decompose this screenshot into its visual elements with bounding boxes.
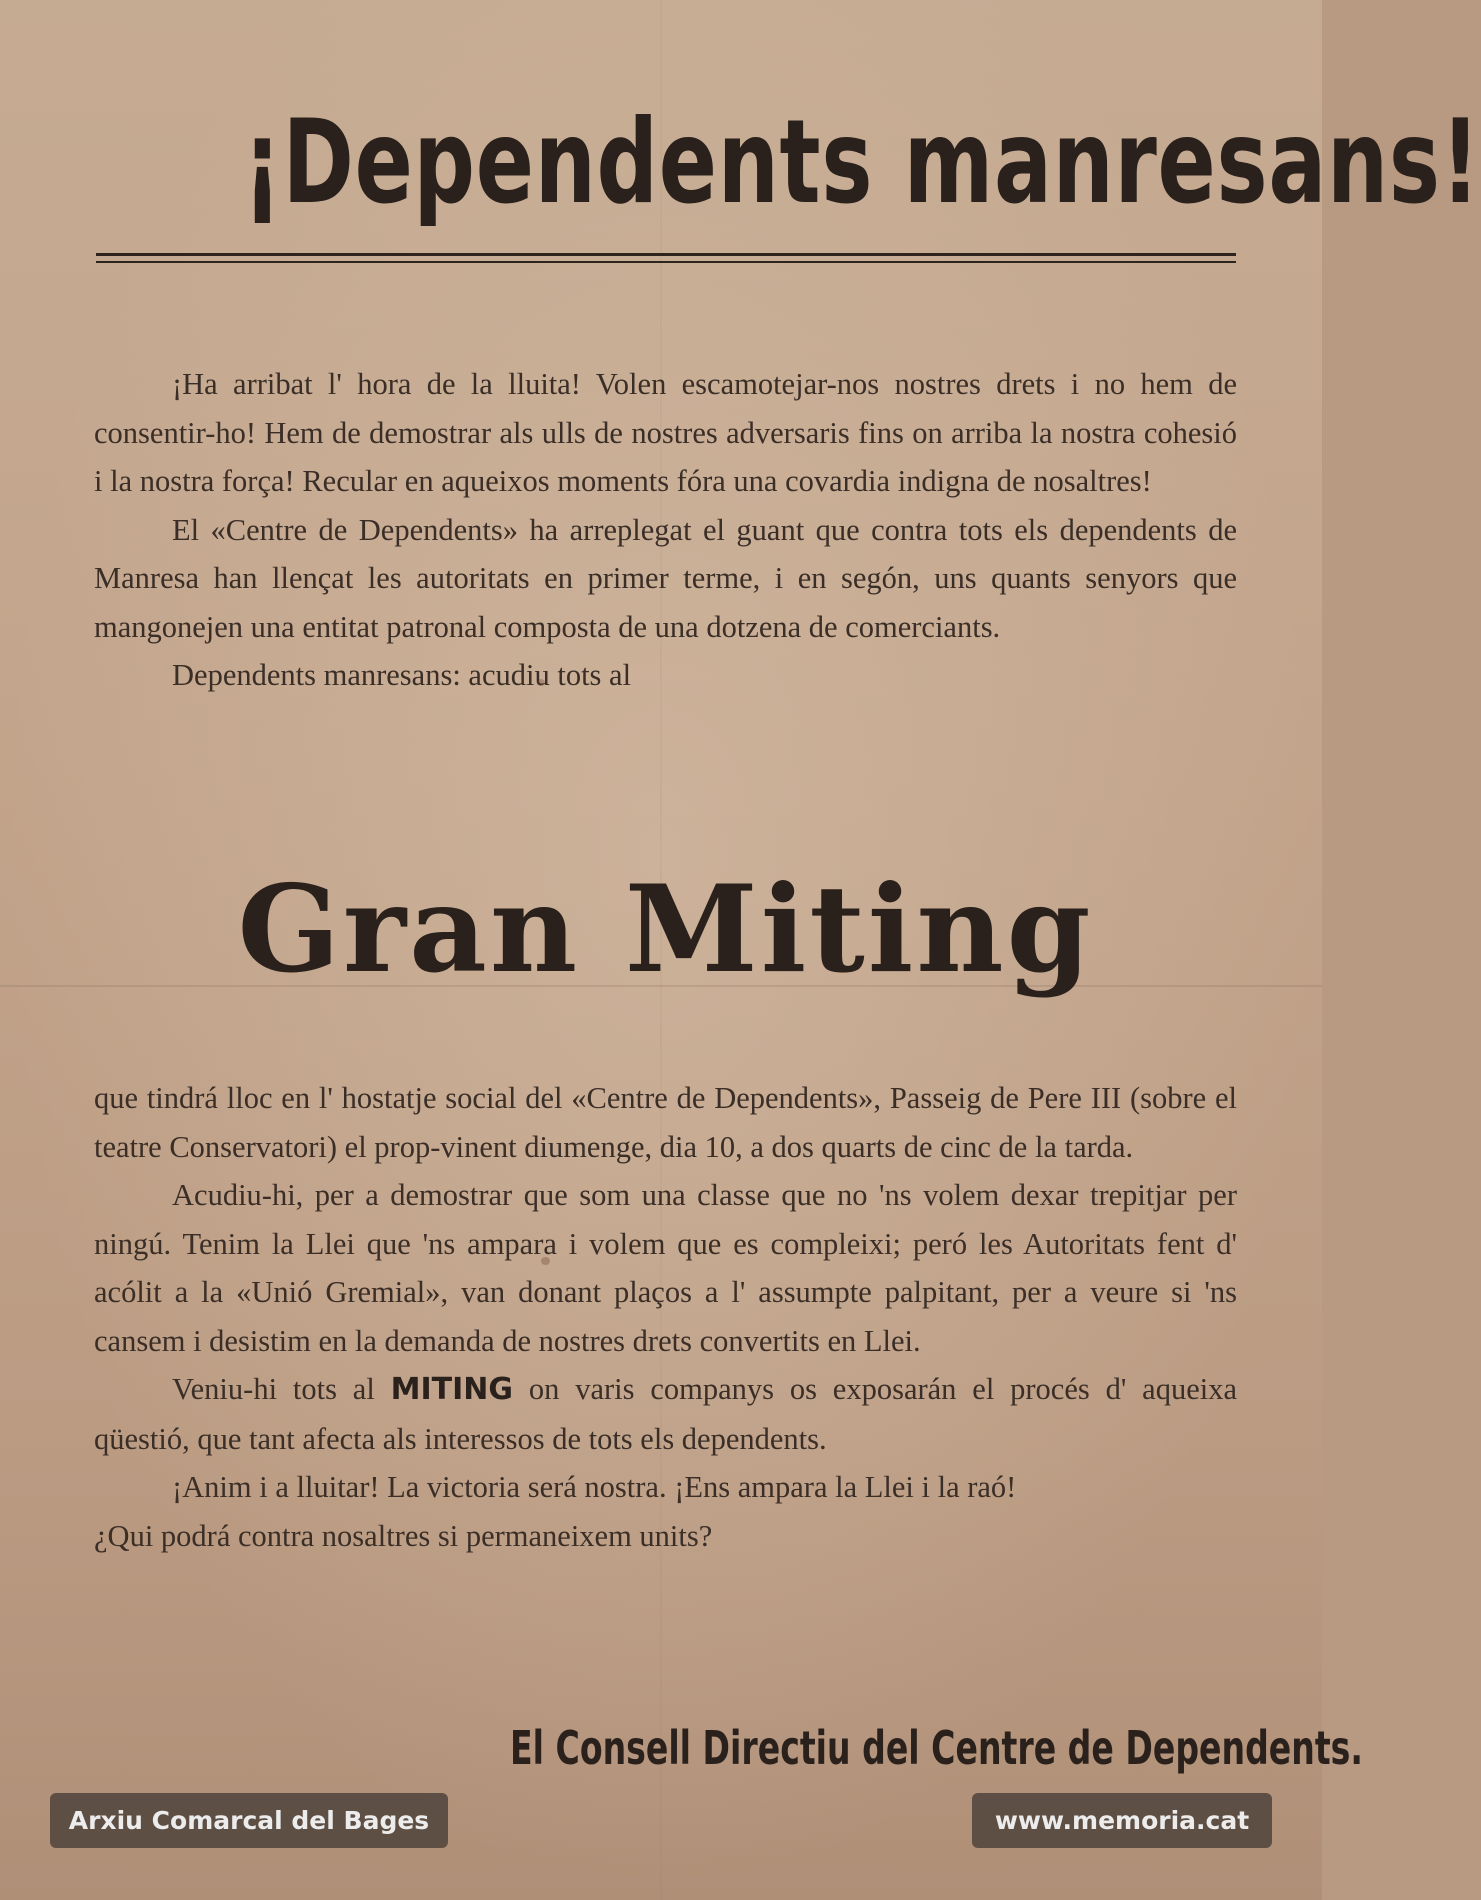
details-text-block xyxy=(94,1074,1237,1560)
paragraph-centre-response: El «Centre de Dependents» ha arreplegat el guant que contra tots els dependents de Manresa han llençat les autoritats en primer terme, i en segón, uns quants senyors que mangonejen una entitat patronal composta de una dotzena de comerciants. xyxy=(94,512,1237,644)
paragraph-invitation: Dependents manresans: acudiu tots al xyxy=(172,658,632,692)
veniu-text-after: on varis companys os exposarán el procés d' aqueixa qüestió, que tant afecta als interessos de tots els dependents. xyxy=(94,1372,1237,1456)
paragraph-anim: ¡Anim i a lluitar! La victoria será nostra. ¡Ens ampara la Llei i la raó! xyxy=(172,1470,1017,1504)
archive-watermark: Arxiu Comarcal del Bages xyxy=(50,1793,448,1848)
paragraph-call-to-struggle: ¡Ha arribat l' hora de la lluita! Volen escamotejar-nos nostres drets i no hem de consentir-ho! Hem de demostrar als ulls de nostres adversaris fins on arriba la nostra cohesió i la nostra força! Recular en aqueixos moments fóra una covardia indigna de nosaltres! xyxy=(94,367,1237,498)
signature: El Consell Directiu del Centre de Dependents. xyxy=(510,1721,1363,1775)
paragraph-demonstrate: Acudiu-hi, per a demostrar que som una classe que no 'ns volem dexar trepitjar per ningú. Tenim la Llei que 'ns ampara i volem que es compleixi; peró les Autoritats fent d' acólit a la «Unió Gremial», van donant plaços a l' assumpte palpitant, per a veure si 'ns cansem i desistim en la demanda de nostres drets convertits en Llei. xyxy=(94,1178,1237,1358)
intro-text-block xyxy=(94,360,1237,700)
paragraph-qui-podra: ¿Qui podrá contra nosaltres si permaneixem units? xyxy=(94,1518,713,1553)
ink-spot xyxy=(541,1257,550,1265)
miting-emphasis: MITING xyxy=(390,1372,514,1407)
paragraph-location-time: que tindrá lloc en l' hostatje social del «Centre de Dependents», Passeig de Pere III (sobre el teatre Conservatori) el prop-vinent diumenge, dia 10, a dos quarts de cinc de la tarda. xyxy=(94,1081,1237,1164)
headline-gran-miting: Gran Miting xyxy=(237,859,1094,1000)
poster-title: ¡Dependents manresans! xyxy=(242,95,1481,230)
veniu-text-before: Veniu-hi tots al xyxy=(172,1372,391,1406)
ink-spot xyxy=(537,679,545,686)
title-rule-bottom xyxy=(96,261,1236,263)
title-rule-top xyxy=(96,253,1236,256)
paragraph-veniu xyxy=(94,1365,1237,1463)
website-watermark: www.memoria.cat xyxy=(972,1793,1272,1848)
